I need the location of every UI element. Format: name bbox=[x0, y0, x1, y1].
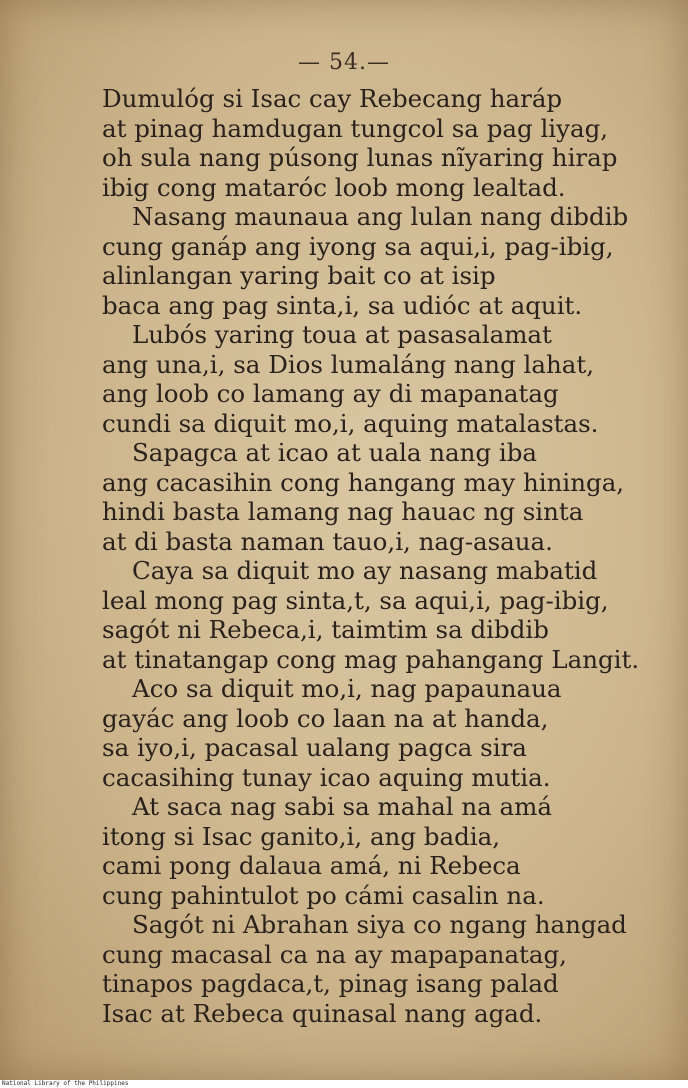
stanza-6-line-3: sa iyo,i, pacasal ualang pagca sira bbox=[102, 733, 527, 762]
stanza-2-line-2: cung ganáp ang iyong sa aqui,i, pag-ibig, bbox=[102, 231, 614, 261]
stanza-1-line-1: Dumulóg si Isac cay Rebecang haráp bbox=[102, 84, 563, 113]
stanza-8-line-4: Isac at Rebeca quinasal nang agad. bbox=[102, 998, 543, 1028]
stanza-8-line-2: cung macasal ca na ay mapapanatag, bbox=[102, 939, 567, 969]
stanza-3-line-4: cundi sa diquit mo,i, aquing matalastas. bbox=[102, 408, 599, 438]
stanza-4-line-3: hindi basta lamang nag hauac ng sinta bbox=[102, 497, 584, 526]
stanza-5-line-3: sagót ni Rebeca,i, taimtim sa dibdib bbox=[102, 615, 549, 644]
stanza-5-line-1: Caya sa diquit mo ay nasang mabatid bbox=[132, 556, 598, 585]
stanza-1-line-4: ibig cong mataróc loob mong lealtad. bbox=[102, 172, 566, 202]
stanza-1-line-2: at pinag hamdugan tungcol sa pag liyag, bbox=[102, 113, 609, 143]
stanza-4-line-4: at di basta naman tauo,i, nag-asaua. bbox=[102, 526, 553, 556]
stanza-3-line-2: ang una,i, sa Dios lumaláng nang lahat, bbox=[102, 349, 595, 379]
stanza-2-line-3: alinlangan yaring bait co at isip bbox=[102, 261, 496, 290]
poem-text bbox=[102, 84, 672, 1028]
stanza-2-line-1: Nasang maunaua ang lulan nang dibdib bbox=[132, 202, 629, 231]
stanza-6-line-1: Aco sa diquit mo,i, nag papaunaua bbox=[132, 674, 562, 703]
stanza-4-line-2: ang cacasihin cong hangang may hininga, bbox=[102, 467, 625, 497]
stanza-1-line-3: oh sula nang púsong lunas nĩyaring hirap bbox=[102, 143, 618, 172]
page-number: — 54.— bbox=[298, 50, 390, 75]
stanza-6-line-4: cacasihing tunay icao aquing mutia. bbox=[102, 762, 551, 792]
stanza-2-line-4: baca ang pag sinta,i, sa udióc at aquit. bbox=[102, 290, 583, 320]
stanza-8-line-3: tinapos pagdaca,t, pinag isang palad bbox=[102, 969, 559, 998]
stanza-4-line-1: Sapagca at icao at uala nang iba bbox=[132, 438, 538, 467]
stanza-3-line-3: ang loob co lamang ay di mapanatag bbox=[102, 379, 559, 408]
stanza-7-line-3: cami pong dalaua amá, ni Rebeca bbox=[102, 851, 521, 880]
stanza-3-line-1: Lubós yaring toua at pasasalamat bbox=[132, 320, 552, 349]
stanza-7-line-1: At saca nag sabi sa mahal na amá bbox=[132, 792, 552, 821]
stanza-5-line-2: leal mong pag sinta,t, sa aqui,i, pag-ibig, bbox=[102, 585, 609, 615]
stanza-5-line-4: at tinatangap cong mag pahangang Langit. bbox=[102, 644, 640, 674]
stanza-6-line-2: gayác ang loob co laan na at handa, bbox=[102, 703, 549, 733]
library-credit: National Library of the Philippines bbox=[2, 1080, 129, 1087]
stanza-7-line-4: cung pahintulot po cámi casalin na. bbox=[102, 880, 545, 910]
stanza-7-line-2: itong si Isac ganito,i, ang badia, bbox=[102, 821, 501, 851]
stanza-8-line-1: Sagót ni Abrahan siya co ngang hangad bbox=[132, 910, 627, 939]
